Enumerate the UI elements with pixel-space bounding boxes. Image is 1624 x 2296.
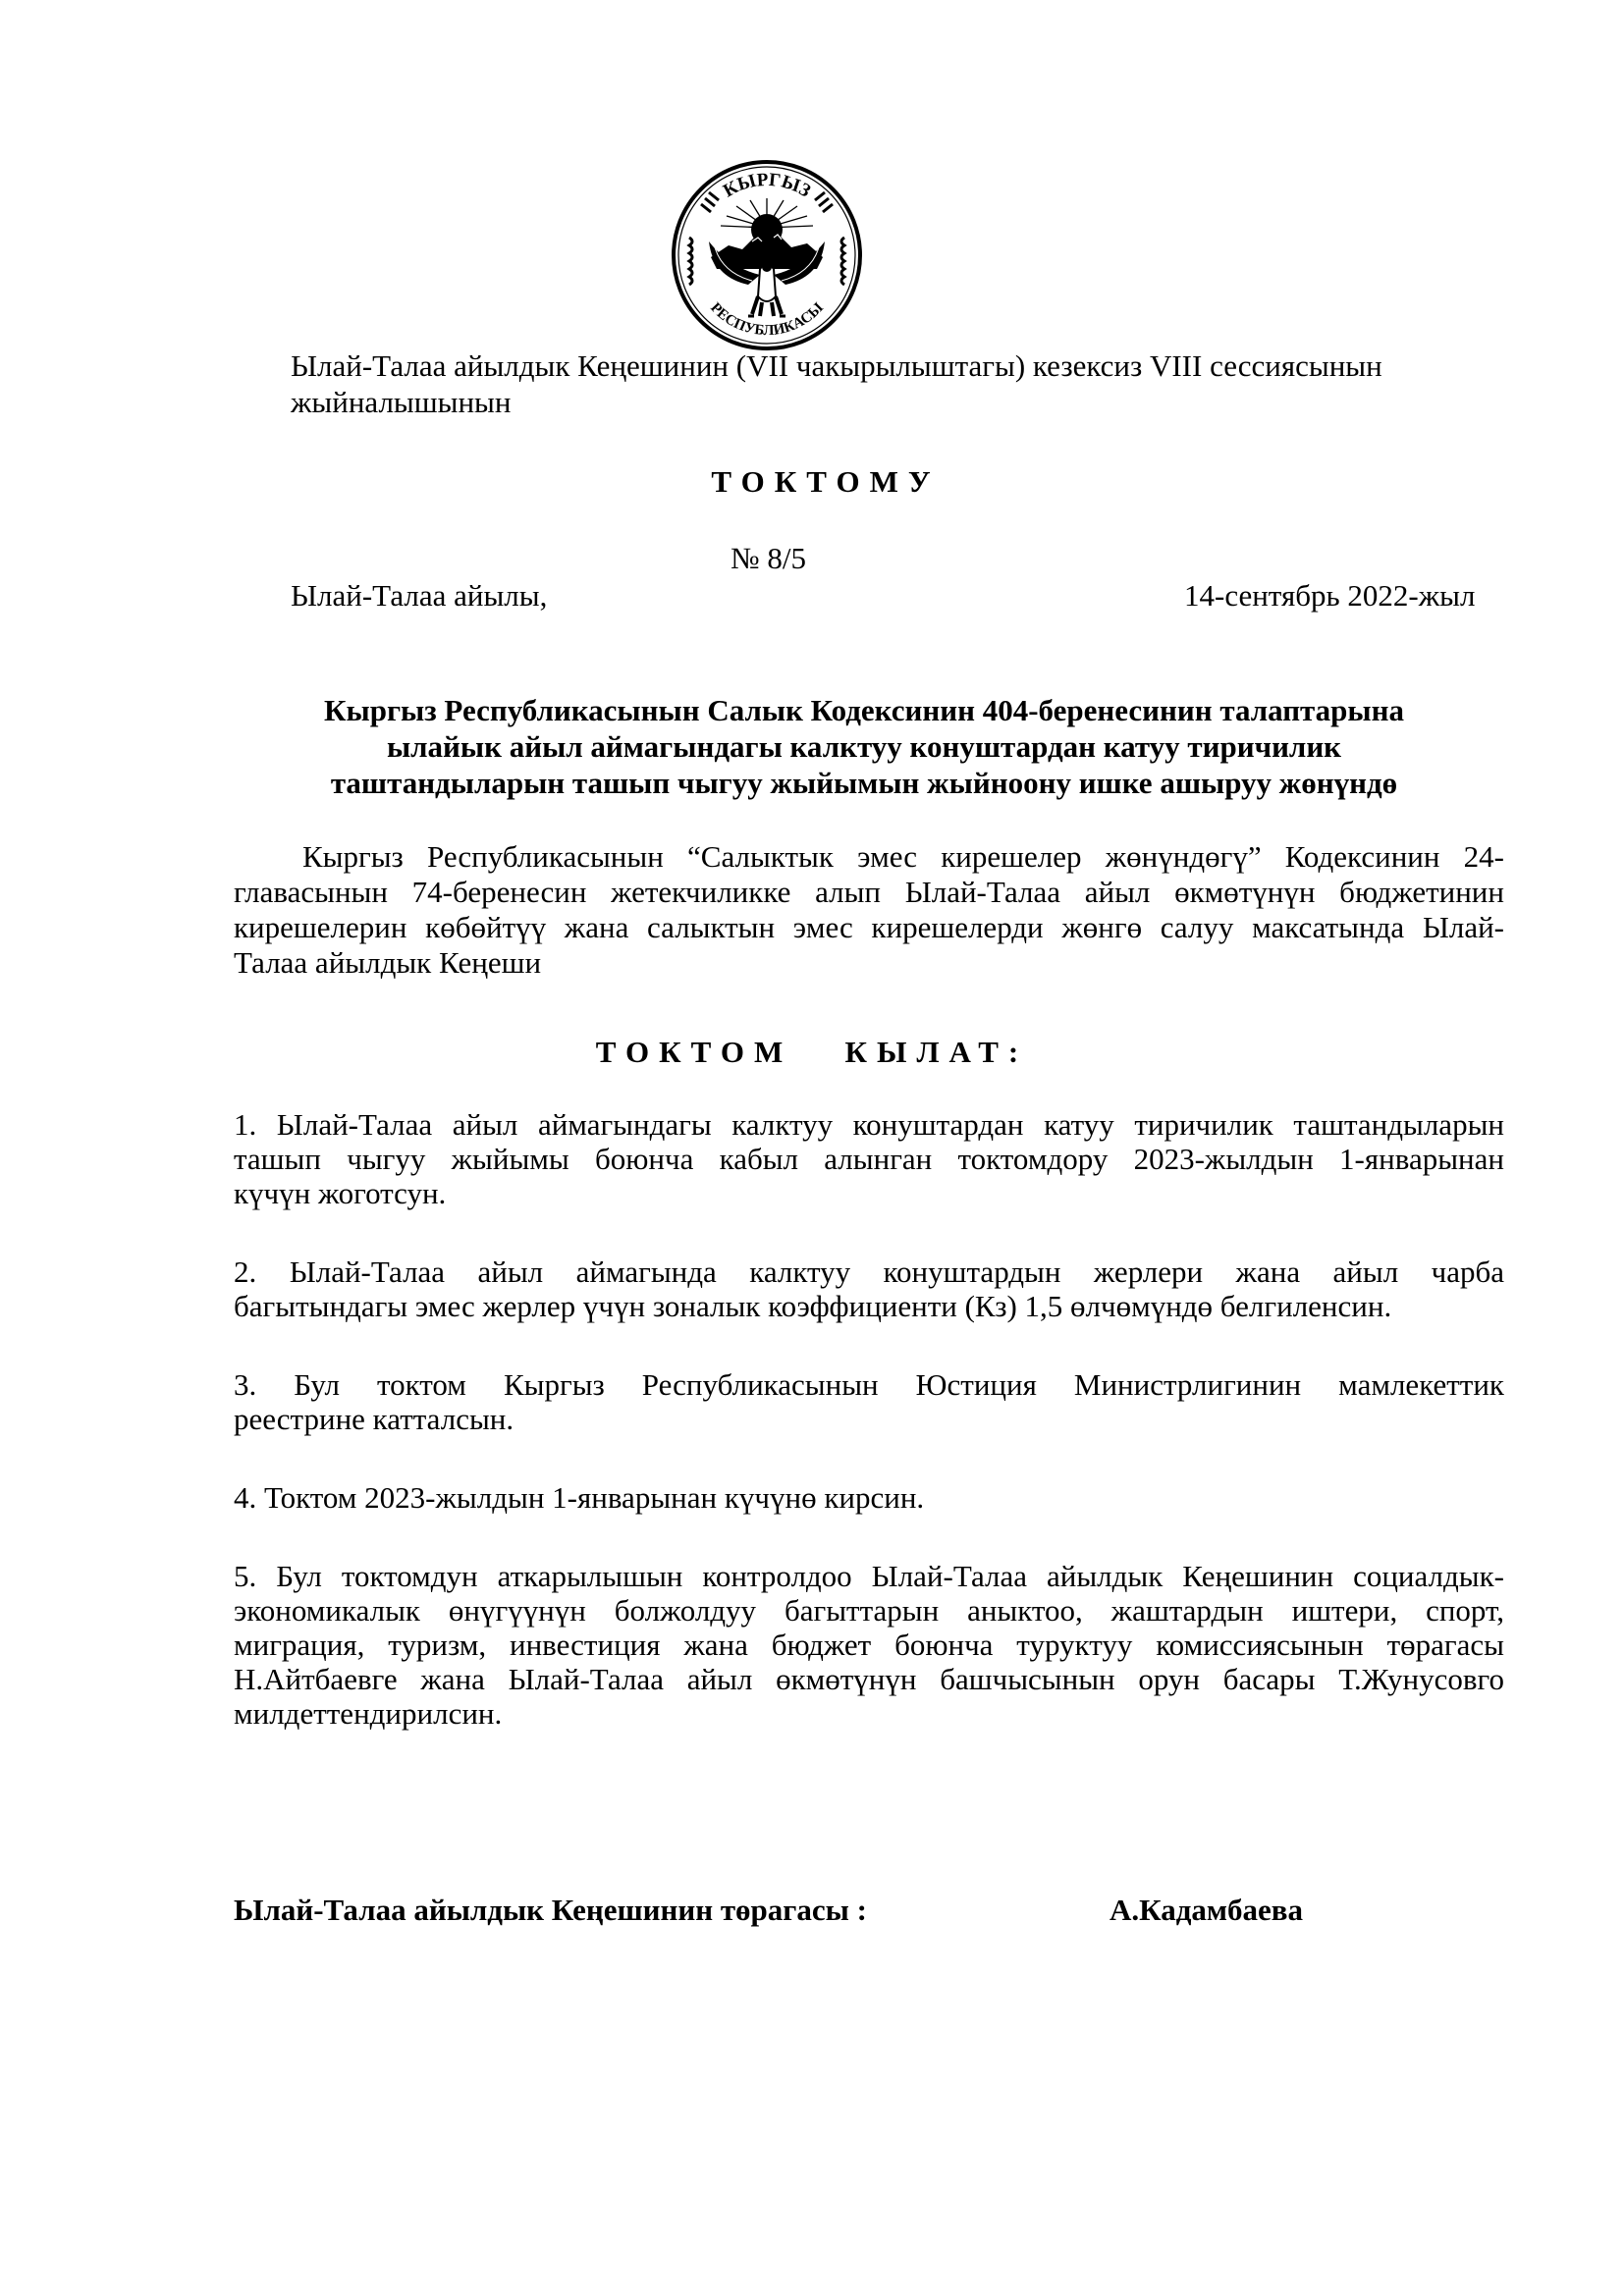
svg-text:РЕСПУБЛИКАСЫ: РЕСПУБЛИКАСЫ (707, 299, 827, 340)
resolution-item-4 (234, 1480, 1504, 1515)
item-line: милдеттендирилсин. (234, 1696, 503, 1731)
resolution-item-3 (234, 1367, 1504, 1436)
document-title (245, 692, 1483, 801)
session-heading-line-1: Ылай-Талаа айылдык Кеңешинин (VII чакырылыштагы) кезексиз VIII сессиясынын (291, 348, 1382, 383)
resolution-item-5 (234, 1559, 1504, 1731)
document-date: 14-сентябрь 2022-жыл (1184, 578, 1476, 613)
document-number: № 8/5 (731, 541, 806, 575)
item-line: 2. Ылай-Талаа айыл аймагында калктуу конуштардын жерлери жана айыл чарба (234, 1255, 1504, 1289)
item-line: реестрине катталсын. (234, 1402, 514, 1436)
signature-name: А.Кадамбаева (1110, 1893, 1304, 1927)
preamble-line: Талаа айылдык Кеңеши (234, 945, 542, 980)
document-type-heading: ТОКТОМУ (711, 464, 941, 499)
signature-title: Ылай-Талаа айылдык Кеңешинин төрагасы : (234, 1893, 867, 1927)
svg-text:КЫРГЫЗ: КЫРГЫЗ (720, 169, 815, 202)
item-line: 5. Бул токтомдун аткарылышын контролдоо Ылай-Талаа айылдык Кеңешинин социалдык- (234, 1559, 1504, 1593)
item-line: экономикалык өнүгүүнүн болжолдуу багыттарын аныктоо, жаштардын иштери, спорт, (234, 1593, 1504, 1628)
title-line: Кыргыз Республикасынын Салык Кодексинин 404-беренесинин талаптарына (324, 693, 1404, 727)
title-line: ылайык айыл аймагындагы калктуу конуштардан катуу тиричилик (386, 729, 1342, 764)
state-emblem-icon (670, 159, 864, 351)
item-line: ташып чыгуу жыйымы боюнча кабыл алынган токтомдору 2023-жылдын 1-январынан (234, 1142, 1504, 1176)
resolution-item-2 (234, 1255, 1504, 1323)
preamble-line: Кыргыз Республикасынын “Салыктык эмес кирешелер жөнүндөгү” Кодексинин 24- (302, 839, 1504, 874)
document-place: Ылай-Талаа айылы, (291, 578, 548, 613)
session-heading-line-2: жыйналышынын (291, 385, 512, 419)
item-line: Н.Айтбаевге жана Ылай-Талаа айыл өкмөтүнүн башчысынын орун басары Т.Жунусовго (234, 1662, 1504, 1696)
item-line: күчүн жоготсун. (234, 1176, 447, 1210)
resolution-item-1 (234, 1107, 1504, 1210)
preamble-paragraph (234, 839, 1504, 981)
item-line: 3. Бул токтом Кыргыз Республикасынын Юстиция Министрлигинин мамлекеттик (234, 1367, 1504, 1402)
item-line: миграция, туризм, инвестиция жана бюджет боюнча туруктуу комиссиясынын төрагасы (234, 1628, 1504, 1662)
title-line: таштандыларын ташып чыгуу жыйымын жыйноону ишке ашыруу жөнүндө (330, 766, 1398, 800)
decision-heading: ТОКТОМ КЫЛАТ: (595, 1035, 1029, 1069)
preamble-line: главасынын 74-беренесин жетекчиликке алып Ылай-Талаа айыл өкмөтүнүн бюджетинин (234, 875, 1504, 909)
item-line: багытындагы эмес жерлер үчүн зоналык коэффициенти (Кз) 1,5 өлчөмүндө белгиленсин. (234, 1289, 1392, 1323)
item-line: 4. Токтом 2023-жылдын 1-январынан күчүнө кирсин. (234, 1480, 925, 1515)
preamble-line: кирешелерин көбөйтүү жана салыктын эмес кирешелерди жөнгө салуу максатында Ылай- (234, 910, 1504, 944)
item-line: 1. Ылай-Талаа айыл аймагындагы калктуу конуштардан катуу тиричилик таштандыларын (234, 1107, 1504, 1142)
